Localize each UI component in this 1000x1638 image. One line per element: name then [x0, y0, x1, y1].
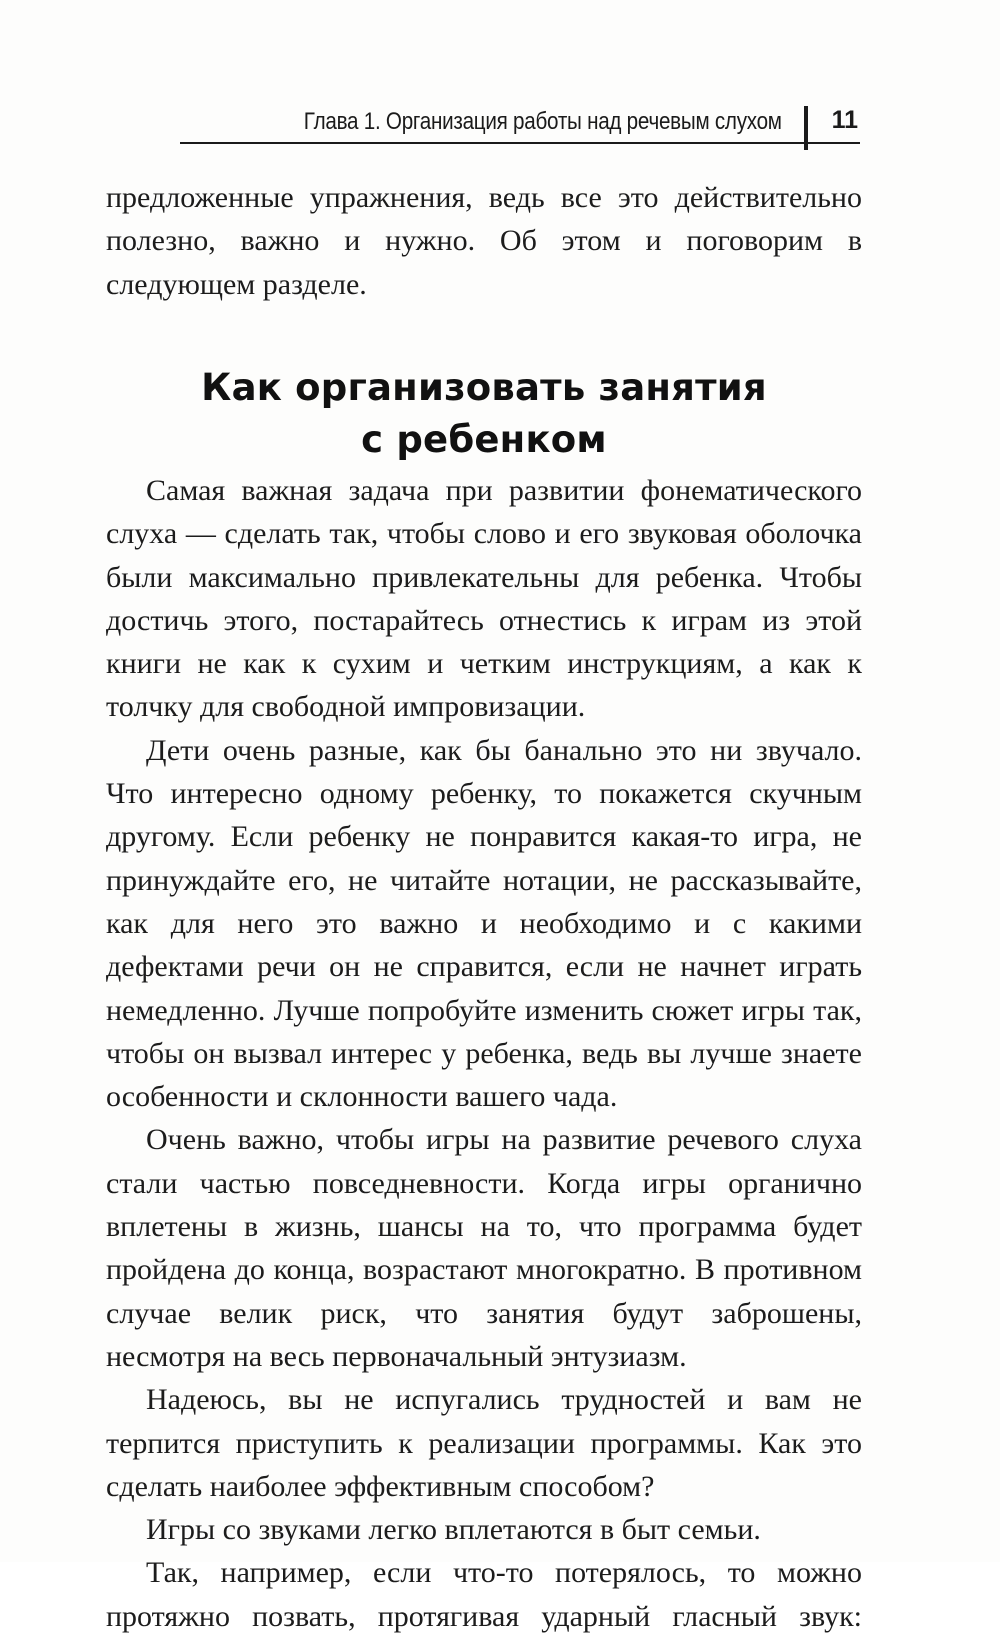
paragraph: Самая важная задача при развитии фонематического слуха — сделать так, чтобы слово и его звуковая оболочка были максимально привлекательны для ребенка. Чтобы достичь этого, постарайтесь отнестись к играм из этой книги не как к сухим и четким инструкциям, а как к толчку для свободной импровизации. — [106, 474, 862, 724]
paragraph: Очень важно, чтобы игры на развитие речевого слуха стали частью повседневности. Когда игры органично вплетены в жизнь, шансы на то, что программа будет пройдена до конца, возрастают многократно. В противном случае велик риск, что занятия будут заброшены, несмотря на весь первоначальный энтузиазм. — [106, 1123, 862, 1373]
page-number: 11 — [831, 106, 858, 134]
chapter-title: Глава 1. Организация работы над речевым слухом — [304, 108, 782, 135]
section-heading-line-2: с ребенком — [361, 418, 607, 461]
section-heading — [106, 362, 862, 466]
section-body — [106, 469, 862, 1638]
paragraph: Так, например, если что-то потерялось, то можно протяжно позвать, протягивая ударный гласный звук: — [106, 1556, 862, 1633]
running-header — [180, 98, 860, 150]
lead-paragraph: предложенные упражнения, ведь все это действительно полезно, важно и нужно. Об этом и поговорим в следующем разделе. — [106, 181, 862, 301]
paragraph: Надеюсь, вы не испугались трудностей и вам не терпится приступить к реализации программы. Как это сделать наиболее эффективным способом? — [106, 1383, 862, 1503]
section-heading-line-1: Как организовать занятия — [201, 366, 767, 409]
header-rule — [180, 142, 860, 144]
lead-text-block — [106, 176, 862, 306]
paragraph: Дети очень разные, как бы банально это ни звучало. Что интересно одному ребенку, то покажется скучным другому. Если ребенку не понравится какая-то игра, не принуждайте его, не читайте нотации, не рассказывайте, как для него это важно и необходимо и с какими дефектами речи он не справится, если не начнет играть немедленно. Лучше попробуйте изменить сюжет игры так, чтобы он вызвал интерес у ребенка, ведь вы лучше знаете особенности и склонности вашего чада. — [106, 733, 862, 1114]
paragraph: Игры со звуками легко вплетаются в быт семьи. — [146, 1513, 761, 1547]
